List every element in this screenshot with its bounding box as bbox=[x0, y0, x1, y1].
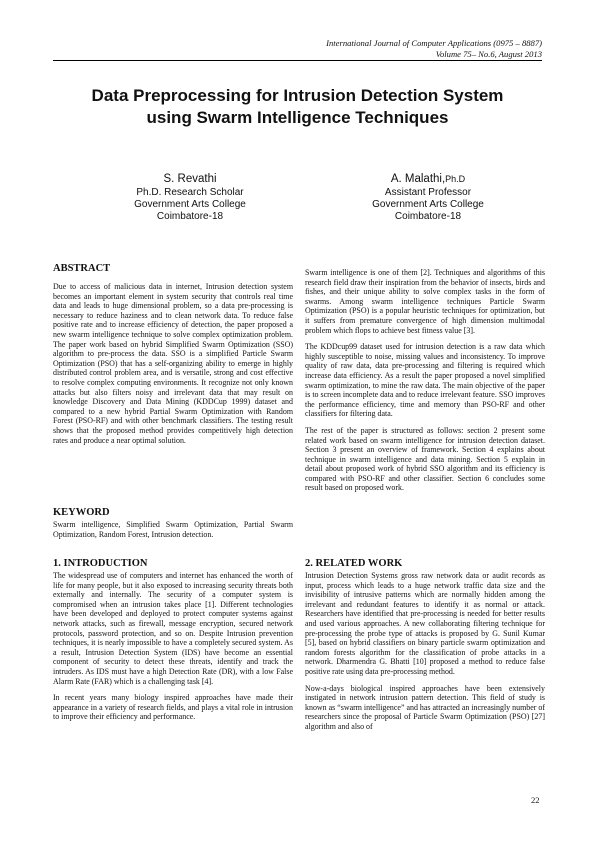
right-paragraph-2: The KDDcup99 dataset used for intrusion detection is a raw data which highly susceptible to noise, missing values and inconsistency. To improve quality of raw data, data pre-processing and filtering is required which increase data efficiency. As a result the paper proposed a novel simplified swarm optimization, to mine the raw data. The main objective of the paper is to screen incomplete data and to reduce irrelevant feature. SSO improves the performance efficiency, time and memory than PSO-RF and other classifiers for filtering data. bbox=[305, 342, 545, 419]
title-line-1: Data Preprocessing for Intrusion Detection System bbox=[91, 86, 504, 105]
intro-paragraph-1: The widespread use of computers and internet has enhanced the worth of life for many people, but it also exposed to increasing security threats both externally and internally. The security of a computer system is compromised when an intrusion takes place [1]. Different technologies have been developed and deployed to protect computer systems against network attacks, such as firewall, message encryption, secured network protocols, password protection, and so on. Despite Intrusion prevention techniques, it is nearly impossible to have a completely secured system. As a result, Intrusion Detection System (IDS) have become an essential component of security to detect these threats, identify and track the intruders. As IDS must have a high Detection Rate (DR), with a low False Alarm Rate (FAR) which is a challenging task [4]. bbox=[53, 571, 293, 686]
right-column-body bbox=[305, 268, 545, 493]
keywords-heading: KEYWORD bbox=[53, 507, 110, 518]
author-college: Government Arts College bbox=[134, 199, 246, 210]
related-work-body bbox=[305, 571, 545, 732]
author-name: S. Revathi bbox=[163, 173, 217, 185]
abstract-body bbox=[53, 282, 293, 445]
intro-paragraph-2: In recent years many biology inspired approaches have made their appearance in a variety of research fields, and plays a vital role in intrusion to improve their efficiency and performance. bbox=[53, 693, 293, 722]
introduction-body bbox=[53, 571, 293, 722]
author-city: Coimbatore-18 bbox=[156, 211, 224, 222]
abstract-heading: ABSTRACT bbox=[53, 263, 111, 274]
author-city: Coimbatore-18 bbox=[394, 211, 462, 222]
author-degree: Ph.D bbox=[445, 174, 466, 184]
page-number: 22 bbox=[531, 795, 540, 805]
author-block-1 bbox=[90, 172, 290, 223]
author-position: Ph.D. Research Scholar bbox=[136, 187, 244, 198]
author-block-2 bbox=[328, 172, 528, 223]
journal-name: International Journal of Computer Applications (0975 – 8887) bbox=[326, 38, 542, 48]
journal-header bbox=[326, 38, 542, 59]
title-line-2: using Swarm Intelligence Techniques bbox=[146, 108, 449, 127]
author-position: Assistant Professor bbox=[384, 187, 472, 198]
author-name: A. Malathi,Ph.D bbox=[390, 173, 466, 185]
related-paragraph-1: Intrusion Detection Systems gross raw network data or audit records as input, process which leads to a huge network traffic data size and the invisibility of intrusive patterns which are normally hidden among the irrelevant and redundant features to identify it as normal or attack. Researchers have identified that pre-processing is needed for better results and used various approaches. A new collaborating filtering technique for pre-processing the probe type of attacks is proposed by G. Sunil Kumar [5], based on hybrid classifiers on binary particle swarm optimization and random forests algorithm for the classification of probe attacks in a network. Dharmendra G. Bhatti [10] proposed a method to reduce false positive rate using data pre-processing method. bbox=[305, 571, 545, 676]
related-paragraph-2: Now-a-days biological inspired approaches have been extensively instigated in network intrusion pattern detection. This field of study is known as “swarm intelligence” and has attracted an increasingly number of researchers since the proposal of Particle Swarm Optimization (PSO) [27] algorithm and also of bbox=[305, 683, 545, 731]
header-rule bbox=[53, 60, 542, 61]
keywords-body bbox=[53, 520, 293, 539]
journal-volume: Volume 75– No.6, August 2013 bbox=[435, 48, 542, 59]
right-paragraph-3: The rest of the paper is structured as follows: section 2 present some related work based on swarm intelligence for intrusion detection dataset. Section 3 present an overview of framework. Section 4 explains about technique in swarm intelligence and data mining. Section 5 explain in detail about proposed work of hybrid SSO algorithm and its efficiency is compared with PSO-RF and other classifier. Section 6 concludes some result based on proposed work. bbox=[305, 425, 545, 493]
introduction-heading: 1. INTRODUCTION bbox=[53, 558, 148, 569]
related-work-heading: 2. RELATED WORK bbox=[305, 558, 403, 569]
right-paragraph-1: Swarm intelligence is one of them [2]. Techniques and algorithms of this research field draw their inspiration from the behavior of insects, birds and fishes, and their unique ability to solve complex tasks in the form of swarms. Among swarm intelligence techniques Particle Swarm Optimization (PSO) is a popular heuristic techniques for optimization, but it suffers from premature convergence of high dimension multimodal problem which flops to achieve best fitness value [3]. bbox=[305, 268, 545, 335]
abstract-text: Due to access of malicious data in internet, Intrusion detection system becomes an important element in system security that controls real time data and leads to huge dimensional problem, so a data pre-processing is necessary to reduce haziness and to clean network data. To reduce false positive rate and to increase efficiency of detection, the paper proposed a new swarm intelligence technique to solve complex optimization problem. The paper work based on hybrid Simplified Swarm Optimization (SSO) algorithm to pre-process the data. SSO is a simplified Particle Swarm Optimization (PSO) that has a self-organizing ability to emerge in highly distributed control problem area, and is versatile, strong and cost effective to resolve complex computing environments. It recognize not only known attacks but also filters noisy and irrelevant data that may result on knowledge Discovery and Data Mining (KDDCup 1999) dataset and compared to a new hybrid Partial Swarm Optimization with Random Forest (PSO-RF) and with other benchmark classifiers. The testing result shows that the proposed method provides competitively high detection rates and produce a near optimal solution. bbox=[53, 282, 293, 445]
paper-title bbox=[53, 85, 542, 129]
author-college: Government Arts College bbox=[372, 199, 484, 210]
keywords-text: Swarm intelligence, Simplified Swarm Optimization, Partial Swarm Optimization, Random Forest, Intrusion detection. bbox=[53, 520, 293, 539]
